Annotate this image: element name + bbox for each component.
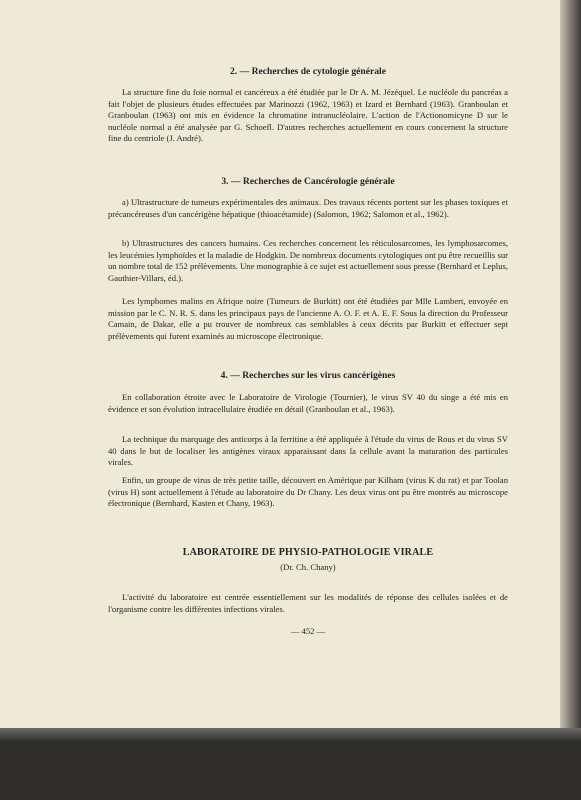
section-3-paragraph-1: a) Ultrastructure de tumeurs expérimentales des animaux. Des travaux récents portent sur les phases toxiques et précancéreuses d'un cancérigène hépatique (thioacétamide) (Salomon, 1962; Salomon et al., 1962). [108,197,508,219]
section-3-paragraph-2: b) Ultrastructures des cancers humains. Ces recherches concernent les réticulosarcomes, les lymphosarcomes, les leucémies lymphoïdes et la maladie de Hodgkin. De nombreux documents cytologiques ont pu être recueillis sur un nombre total de 152 prélèvements. Une monographie à ce sujet est actuellement sous presse (Bernhard et Leplus, Gauthier-Villars, éd.). [108,238,508,283]
section-4-title: 4. — Recherches sur les virus cancérigènes [220,370,396,381]
section-4-paragraph-3: Enfin, un groupe de virus de très petite taille, découvert en Amérique par Kilham (virus K du rat) et par Toolan (virus H) sont actuellement à l'étude au laboratoire du Dr Chany. Les deux virus ont pu être montrés au microscope électronique (Bernhard, Kasten et Chany, 1963). [108,475,508,509]
page-shadow [0,728,581,742]
page-number: — 452 — [290,626,326,636]
laboratory-title: LABORATOIRE DE PHYSIO-PATHOLOGIE VIRALE [182,547,434,558]
section-2-paragraph-1: La structure fine du foie normal et cancéreux a été étudiée par le Dr A. M. Jézéquel. Le nucléole du pancréas a fait l'objet de plusieurs études effectuées par Marinozzi (1962, 1963) et Izard et Bernhard (1963). Granboulan et Granboulan (1963) ont mis en évidence la chromatine intranucléolaire. L'action de l'Actionomicyne D sur le nucléole normal a été analysée par G. Schoefl. D'autres recherches actuellement en cours concernent la structure fine du centriole (J. André). [108,87,508,144]
laboratory-director: (Dr. Ch. Chany) [280,562,336,572]
section-4-paragraph-2: La technique du marquage des anticorps à la ferritine a été appliquée à l'étude du virus de Rous et du virus SV 40 dans le but de localiser les antigènes viraux apparaissant dans la cellule avant la maturation des particules virales. [108,434,508,468]
page-edge [560,0,581,735]
laboratory-paragraph: L'activité du laboratoire est centrée essentiellement sur les modalités de réponse des cellules isolées et de l'organisme contre les différentes infections virales. [108,592,508,614]
section-2-title: 2. — Recherches de cytologie générale [230,66,386,77]
section-3-title: 3. — Recherches de Cancérologie générale [221,176,395,187]
section-3-paragraph-3: Les lymphomes malins en Afrique noire (Tumeurs de Burkitt) ont été étudiées par Mlle Lambert, envoyée en mission par le C. N. R. S. dans les principaux pays de l'ancienne A. O. F. et A. E. F. Sous la direction du Professeur Camain, de Dakar, elle a pu trouver de nombreux cas semblables à ceux décrits par Burkitt et effectuer sept prélèvements qui furent examinés au microscope électronique. [108,296,508,341]
section-4-paragraph-1: En collaboration étroite avec le Laboratoire de Virologie (Tournier), le virus SV 40 du singe a été mis en évidence et son évolution intracellulaire étudiée en détail (Granboulan et al., 1963). [108,392,508,414]
